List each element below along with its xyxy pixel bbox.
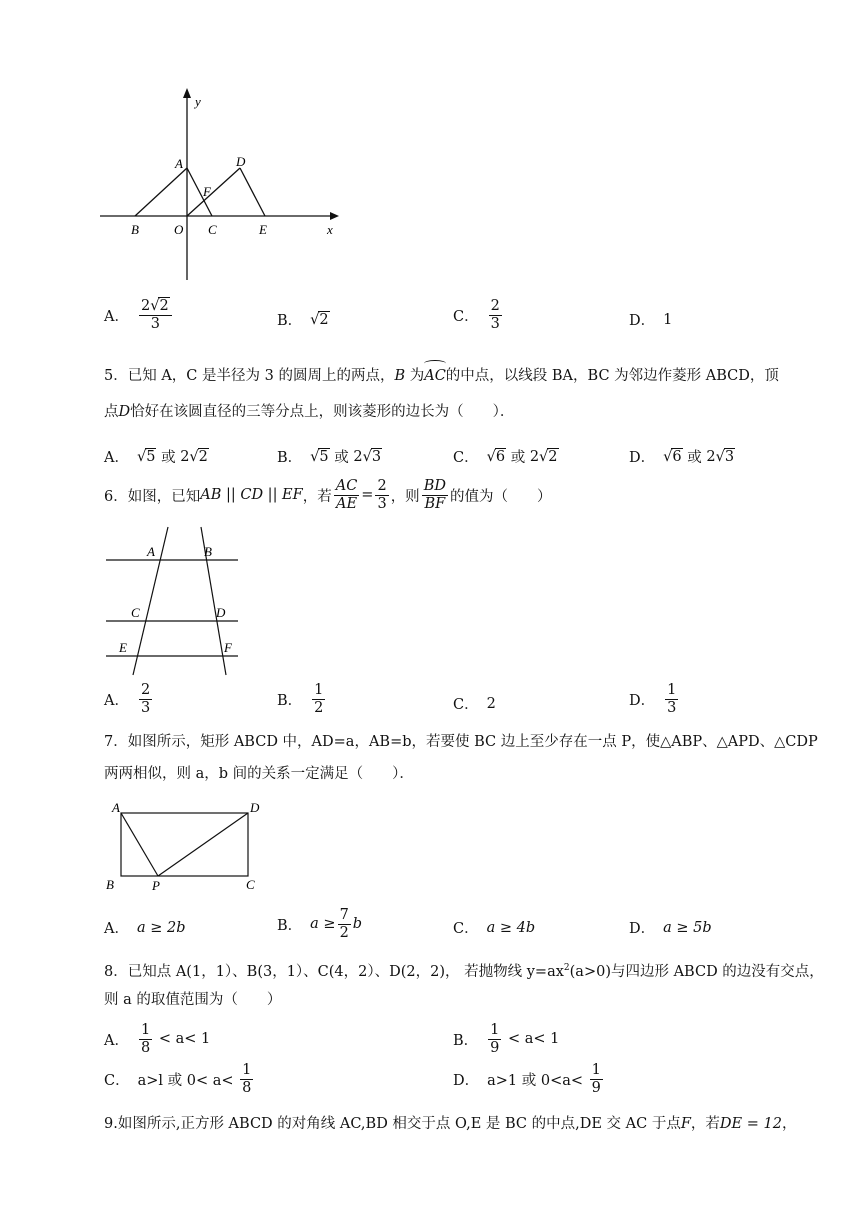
y-arrow-icon [183, 88, 191, 98]
q5-option-b: B． √5 或 2 √3 [277, 448, 382, 466]
q5-line-2: 点D恰好在该圆直径的三等分点上，则该菱形的边长为（ ）． [104, 404, 515, 420]
q4-option-a: A． $\frac{2√2}{3}$ [104, 298, 174, 332]
q5-option-a: A． √5 或 2 √2 [104, 448, 208, 466]
label-F: F [224, 640, 232, 655]
label-B: B [204, 544, 212, 559]
label-D: D [250, 800, 260, 815]
label-C: C [246, 877, 255, 892]
q7-option-a: A． a ≥ 2b [104, 919, 186, 937]
q8-line-1: 8．已知点 A(1，1）、B(3，1）、C(4，2）、D(2，2)， 若抛物线 $y=ax^2(a>0)$与四边形 ABCD 的边没有交点， [104, 963, 824, 980]
q6-stem: 6．如图，已知 AB || CD || EF ，若 $\frac{AC}{AE}$ = $\frac{2}{3}$ ，则 $\frac{BD}{BF}$ 的值为（ ） [104, 478, 552, 512]
label-A: A [112, 800, 120, 815]
segment-AP [121, 813, 158, 876]
q7-option-d: D． a ≥ 5b [629, 919, 712, 937]
label-D: D [216, 605, 226, 620]
label-x: x [327, 222, 333, 237]
q6-option-a: A． $\frac{2}{3}$ [104, 682, 151, 716]
q6-option-c: C． 2 [453, 695, 496, 713]
label-O: O [174, 222, 184, 237]
q8-option-d: D． a>1 或 0<a< $\frac{1}{9}$ [453, 1062, 601, 1096]
q8-option-a: A． $\frac{1}{8}$ < a< 1 [104, 1022, 211, 1056]
label-E: E [259, 222, 267, 237]
q7-option-c: C． a ≥ 4b [453, 919, 536, 937]
label-D: D [236, 154, 246, 169]
q9-line-1: 9.如图所示,正方形 ABCD 的对角线 AC,BD 相交于点 O,E 是 BC 的中点,DE 交 AC 于点F，若DE = 12， [104, 1116, 797, 1132]
label-F: F [203, 184, 211, 199]
label-C: C [208, 222, 217, 237]
q5-option-c: C． √6 或 2 √2 [453, 448, 558, 466]
label-P: P [152, 878, 160, 893]
q8-option-b: B． $\frac{1}{9}$ < a< 1 [453, 1022, 560, 1056]
q8-option-c: C． a>l 或 0< a< $\frac{1}{8}$ [104, 1062, 252, 1096]
q4-option-b: B． √2 [277, 311, 329, 329]
q4-option-c: C． $\frac{2}{3}$ [453, 298, 500, 332]
q6-option-b: B． $\frac{1}{2}$ [277, 682, 324, 716]
segment-DE [240, 168, 265, 216]
segment-PD [158, 813, 248, 876]
label-C: C [131, 605, 140, 620]
label-A: A [147, 544, 155, 559]
segment-OD [187, 168, 240, 216]
q5-option-d: D． √6 或 2 √3 [629, 448, 735, 466]
q5-line-1: 5．已知 A，C 是半径为 3 的圆周上的两点，B 为 AC的中点，以线段 BA，BC 为邻边作菱形 ABCD，顶 [104, 366, 779, 386]
q7-option-b: B． a ≥ $\frac{7}{2}$ b [277, 907, 363, 941]
q6-option-d: D． $\frac{1}{3}$ [629, 682, 677, 716]
parallel-lines-figure [100, 522, 245, 677]
q4-option-d: D． 1 [629, 311, 673, 329]
x-arrow-icon [330, 212, 339, 220]
coordinate-figure [95, 88, 355, 288]
q7-line-2: 两两相似，则 a，b 间的关系一定满足（ ）． [104, 766, 414, 782]
rectangle-figure [100, 800, 270, 896]
label-A: A [175, 156, 183, 171]
q7-line-1: 7．如图所示，矩形 ABCD 中，AD=a，AB=b，若要使 BC 边上至少存在一点 P，使△ABP、△APD、△CDP [104, 734, 818, 750]
segment-BA [135, 168, 187, 216]
label-y: y [195, 94, 201, 109]
label-E: E [119, 640, 127, 655]
label-B: B [131, 222, 139, 237]
label-B: B [106, 877, 114, 892]
q8-line-2: 则 a 的取值范围为（ ） [104, 992, 282, 1008]
